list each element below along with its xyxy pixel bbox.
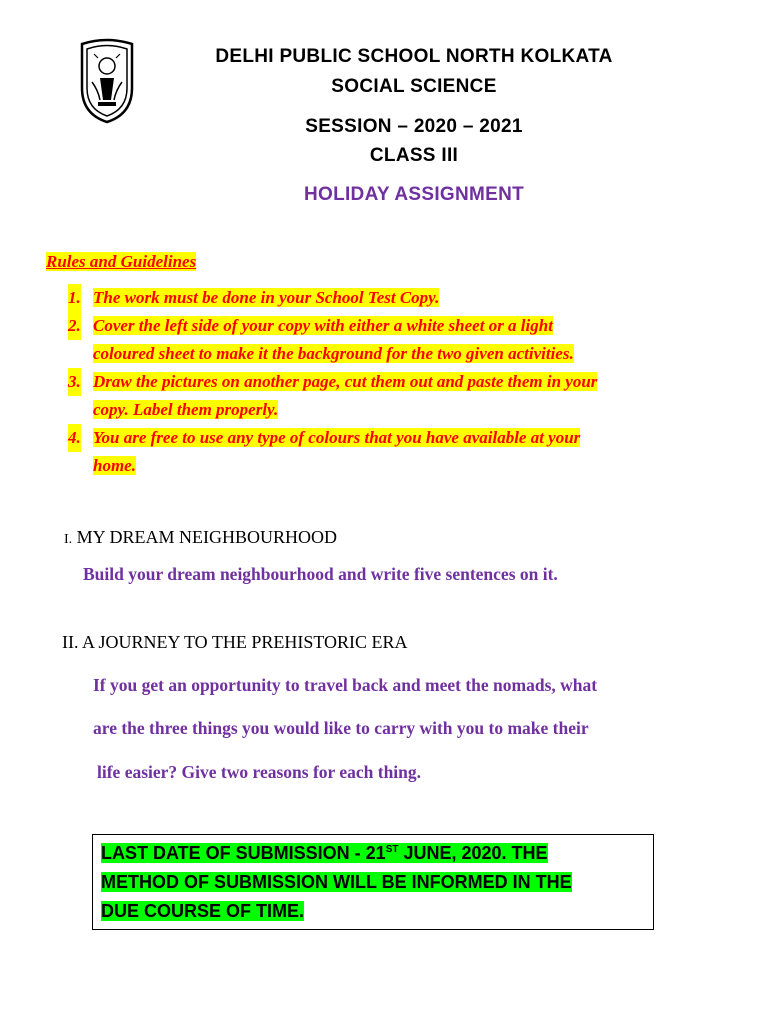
rule-text: Draw the pictures on another page, cut them out and paste them in your <box>93 372 598 391</box>
submission-line <box>101 901 304 922</box>
section-text: are the three things you would like to carry with you to make their <box>93 718 589 738</box>
section-text: If you get an opportunity to travel back and meet the nomads, what <box>93 675 598 695</box>
rule-text: coloured sheet to make it the background for the two given activities. <box>93 344 574 363</box>
rules-title: Rules and Guidelines <box>46 252 197 271</box>
subject: SOCIAL SCIENCE <box>331 76 497 97</box>
submission-text: LAST DATE OF SUBMISSION - 21 <box>101 843 386 863</box>
section-text: Build your dream neighbourhood and write five sentences on it. <box>83 564 558 584</box>
rule-text: You are free to use any type of colours that you have available at your <box>93 428 581 447</box>
submission-line <box>101 872 572 893</box>
section-heading <box>64 527 337 548</box>
page-title: HOLIDAY ASSIGNMENT <box>303 184 525 205</box>
class-label: CLASS III <box>369 145 459 166</box>
submission-text: JUNE, 2020. THE <box>398 843 548 863</box>
rule-number: 4. <box>68 424 81 452</box>
rule-text: Cover the left side of your copy with either a white sheet or a light <box>93 316 553 335</box>
rule-text: The work must be done in your School Test Copy. <box>93 288 440 307</box>
submission-sup: ST <box>385 844 399 855</box>
rules-section <box>46 252 726 475</box>
section-numeral: I. <box>64 532 73 547</box>
session: SESSION – 2020 – 2021 <box>305 116 523 137</box>
rule-item <box>68 424 708 480</box>
submission-line <box>101 843 548 864</box>
submission-box <box>92 834 654 930</box>
rule-text: home. <box>93 456 136 475</box>
rule-text: copy. Label them properly. <box>93 400 279 419</box>
submission-text: METHOD OF SUBMISSION WILL BE INFORMED IN THE <box>101 872 572 892</box>
section-text: life easier? Give two reasons for each thing. <box>97 762 422 782</box>
rule-number: 1. <box>68 284 81 312</box>
rule-number: 2. <box>68 312 81 340</box>
school-name: DELHI PUBLIC SCHOOL NORTH KOLKATA <box>215 46 613 67</box>
rule-item <box>68 312 708 368</box>
rule-item <box>68 284 708 312</box>
rule-number: 3. <box>68 368 81 396</box>
section-title: MY DREAM NEIGHBOURHOOD <box>76 527 338 547</box>
section-heading: II. A JOURNEY TO THE PREHISTORIC ERA <box>62 632 408 652</box>
submission-text: DUE COURSE OF TIME. <box>101 901 305 921</box>
rule-item <box>68 368 708 424</box>
